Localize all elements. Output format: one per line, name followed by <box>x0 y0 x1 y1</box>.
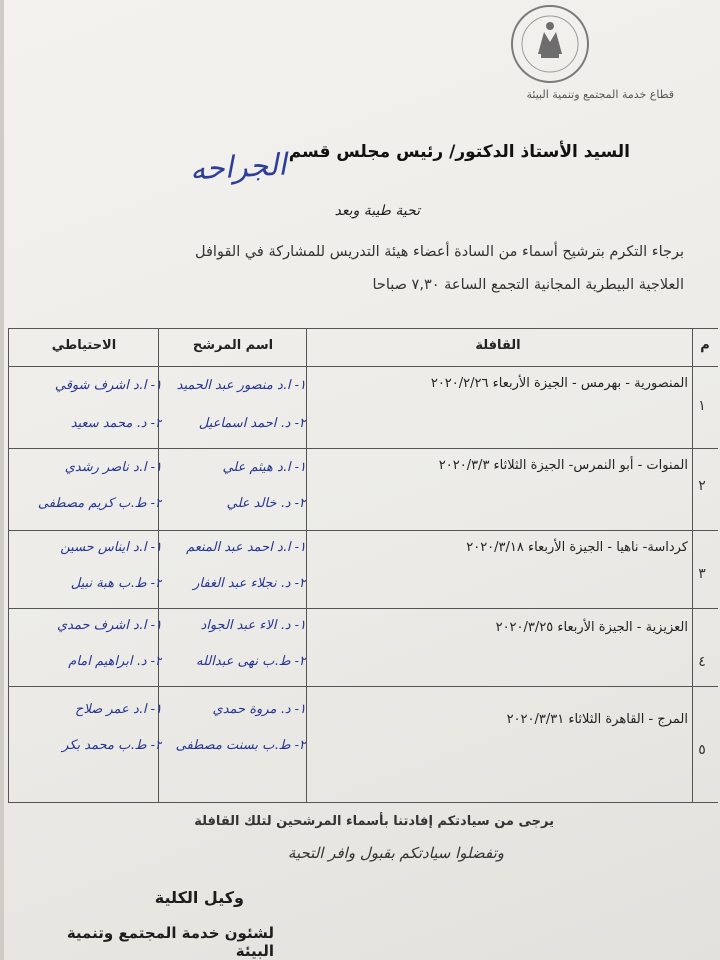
row-2-reserve-2: ٢- ط.ب كريم مصطفى <box>37 496 162 511</box>
table-header-divider <box>8 366 718 367</box>
signature-title: وكيل الكلية <box>154 888 244 907</box>
signature-department: لشئون خدمة المجتمع وتنمية البيئة <box>66 924 274 960</box>
row-5-reserve-2: ٢- ط.ب محمد بكر <box>62 738 162 753</box>
university-seal-logo <box>508 2 592 86</box>
row-divider <box>8 608 718 609</box>
table-border-bottom <box>8 802 718 803</box>
header-reserve: الاحتياطي <box>51 338 117 353</box>
row-divider <box>8 448 718 449</box>
document-page <box>4 0 720 960</box>
col-divider <box>692 328 693 803</box>
row-4-convoy: العزيزية - الجيزة الأربعاء ٢٠٢٠/٣/٢٥ <box>495 620 688 635</box>
greeting-line: تحية طيبة وبعد <box>334 203 420 219</box>
table-border-top <box>8 328 718 329</box>
row-2-convoy: المنوات - أبو النمرس- الجيزة الثلاثاء ٢٠٢٠/٣/٣ <box>438 458 688 473</box>
row-2-reserve-1: ١- ا.د ناصر رشدي <box>64 460 162 475</box>
col-divider <box>158 328 159 803</box>
row-5-candidate-2: ٢- ط.ب بسنت مصطفى <box>175 738 306 753</box>
row-2-candidate-1: ١- ا.د هيثم علي <box>222 460 306 475</box>
col-divider <box>306 328 307 803</box>
sector-caption: قطاع خدمة المجتمع وتنمية البيئة <box>526 88 674 101</box>
row-1-reserve-1: ١- ا.د اشرف شوقي <box>54 378 162 393</box>
row-1-reserve-2: ٢- د. محمد سعيد <box>70 416 162 431</box>
header-convoy: القافلة <box>475 338 521 353</box>
col-divider <box>8 328 9 803</box>
row-5-num: ٥ <box>698 742 706 758</box>
header-candidate: اسم المرشح <box>192 338 274 353</box>
request-line-1: برجاء التكرم بترشيح أسماء من السادة أعضاء هيئة التدريس للمشاركة في القوافل <box>195 244 684 260</box>
row-1-candidate-2: ٢- د. احمد اسماعيل <box>198 416 306 431</box>
convoy-table <box>8 328 718 804</box>
row-4-reserve-1: ١- ا.د اشرف حمدي <box>56 618 162 633</box>
row-2-num: ٢ <box>698 478 706 494</box>
row-1-num: ١ <box>698 398 706 414</box>
row-1-convoy: المنصورية - بهرمس - الجيزة الأربعاء ٢٠٢٠/٢/٢٦ <box>430 376 688 391</box>
row-3-convoy: كرداسة- ناهيا - الجيزة الأربعاء ٢٠٢٠/٣/١٨ <box>466 540 688 555</box>
row-3-candidate-2: ٢- د. نجلاء عبد الغفار <box>193 576 306 591</box>
row-divider <box>8 686 718 687</box>
row-4-reserve-2: ٢- د. ابراهيم امام <box>68 654 162 669</box>
row-3-reserve-1: ١- ا.د ايناس حسين <box>60 540 162 555</box>
closing-regards: وتفضلوا سيادتكم بقبول وافر التحية <box>287 844 504 862</box>
row-4-candidate-2: ٢- ط.ب نهى عبدالله <box>196 654 306 669</box>
row-5-candidate-1: ١- د. مروة حمدي <box>212 702 306 717</box>
row-divider <box>8 530 718 531</box>
request-line-2: العلاجية البيطرية المجانية التجمع الساعة ٧,٣٠ صباحا <box>372 277 684 293</box>
row-3-candidate-1: ١- ا.د احمد عبد المنعم <box>186 540 306 555</box>
department-handwritten: الجراحه <box>189 147 288 188</box>
row-5-convoy: المرج - القاهرة الثلاثاء ٢٠٢٠/٣/٣١ <box>506 712 688 727</box>
row-4-candidate-1: ١- د. الاء عبد الجواد <box>200 618 306 633</box>
closing-request: يرجى من سيادتكم إفادتنا بأسماء المرشحين لتلك القافلة <box>194 814 554 829</box>
row-3-reserve-2: ٢- ط.ب هبة نبيل <box>70 576 162 591</box>
row-4-num: ٤ <box>698 654 706 670</box>
row-5-reserve-1: ١- ا.د عمر صلاح <box>75 702 162 717</box>
header-num: م <box>700 338 710 353</box>
addressee-line: السيد الأستاذ الدكتور/ رئيس مجلس قسم <box>288 142 630 162</box>
row-3-num: ٣ <box>698 566 706 582</box>
row-2-candidate-2: ٢- د. خالد علي <box>226 496 306 511</box>
row-1-candidate-1: ١- ا.د منصور عبد الحميد <box>176 378 306 393</box>
